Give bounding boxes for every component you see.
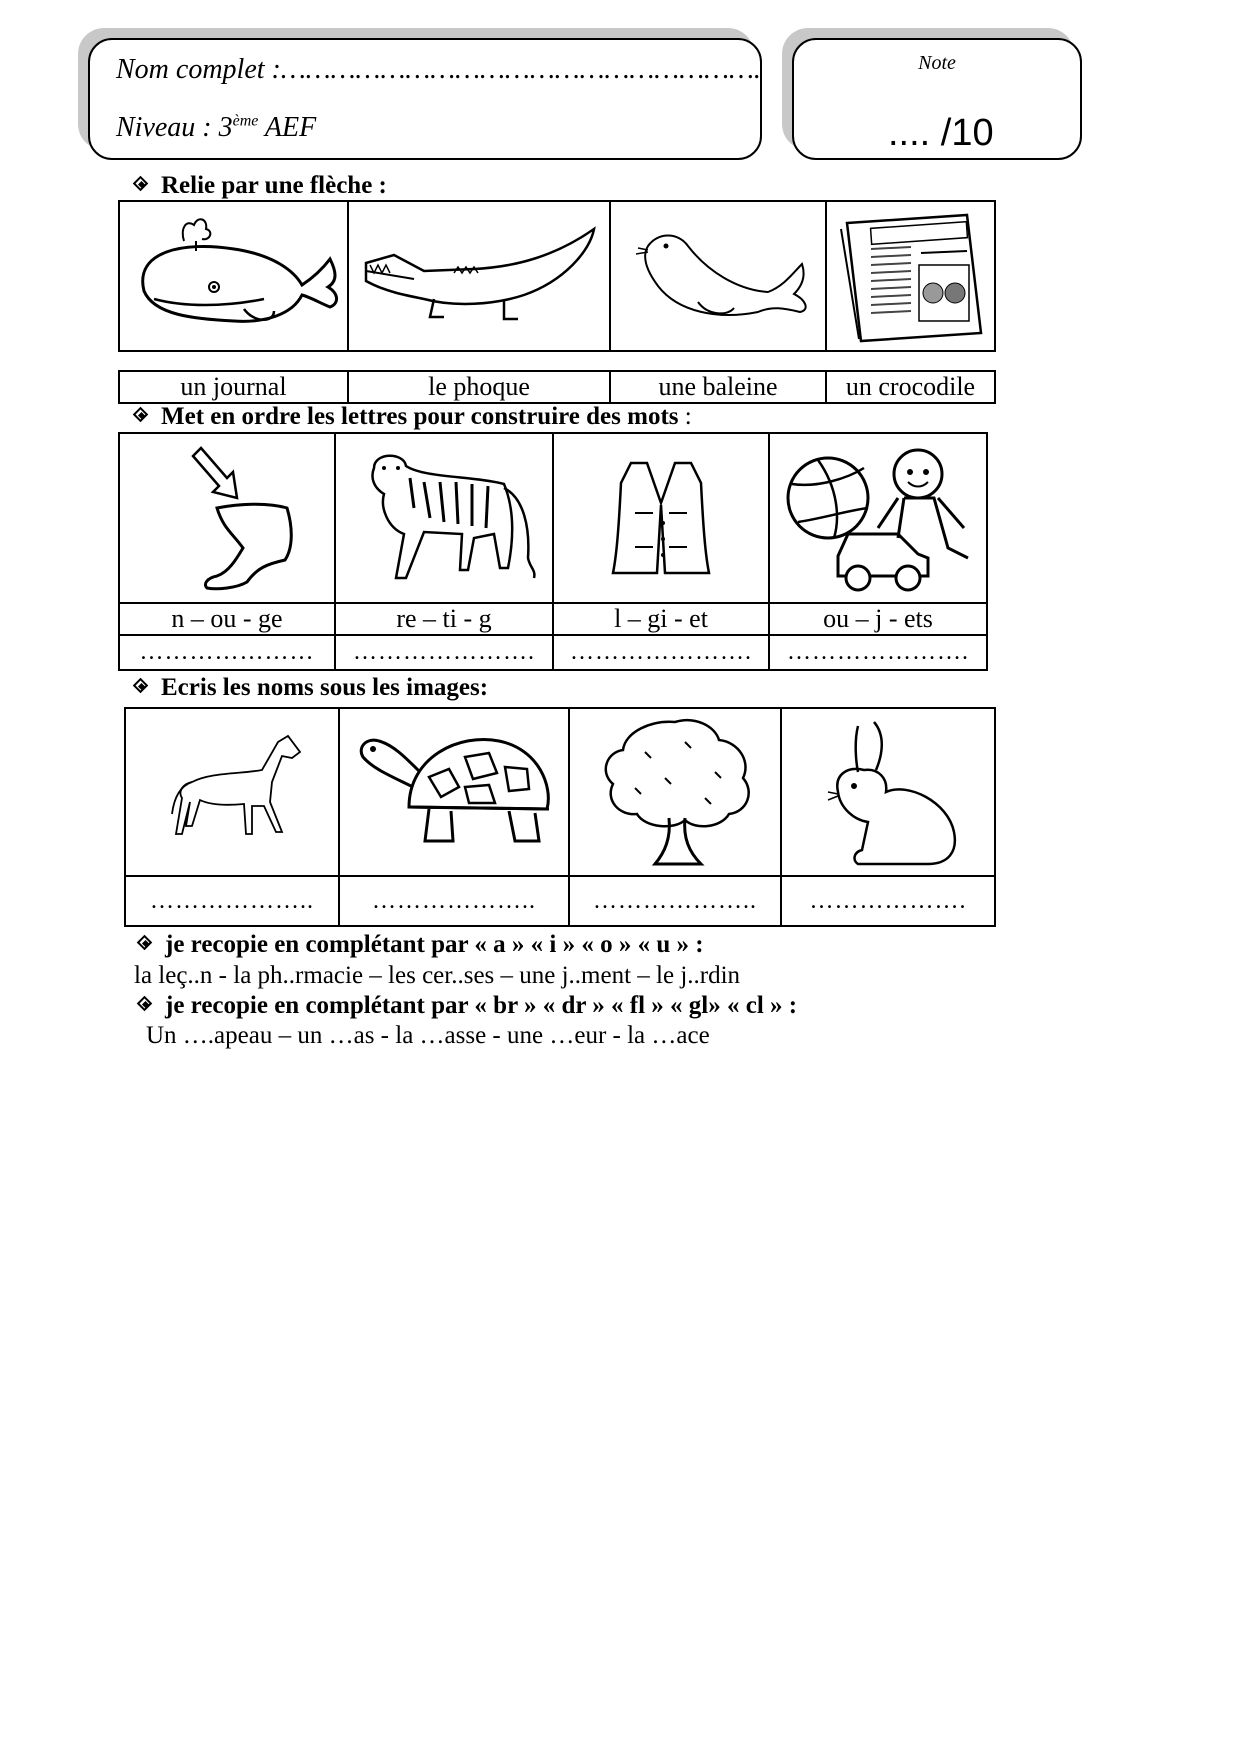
diamond-bullet-icon	[138, 997, 153, 1012]
diamond-bullet-icon	[134, 408, 149, 423]
answer-field[interactable]: ………………….	[553, 635, 769, 670]
exercise4-sentence: la leç..n - la ph..rmacie – les cer..ses – une j..ment – le j..rdin	[134, 962, 741, 989]
scrambled-word: n – ou - ge	[119, 603, 335, 635]
level-suffix: AEF	[258, 112, 317, 143]
answer-field[interactable]: ………………….	[335, 635, 553, 670]
vest-cell	[553, 433, 769, 603]
exercise4-title	[138, 931, 704, 959]
exercise3-title	[134, 674, 488, 702]
level-field	[116, 112, 316, 144]
rabbit-icon	[798, 712, 978, 872]
tree-icon	[585, 712, 765, 872]
exercise1-image-table	[118, 200, 996, 352]
note-box	[792, 38, 1082, 160]
exercise3-table	[124, 707, 996, 927]
toys-cell	[769, 433, 987, 603]
word-cell[interactable]: un crocodile	[826, 371, 995, 403]
word-cell[interactable]: une baleine	[610, 371, 826, 403]
level-sup: ème	[232, 112, 259, 130]
whale-icon	[124, 211, 344, 341]
exercise1-word-table	[118, 370, 996, 404]
answer-field[interactable]: ……………….	[781, 876, 995, 926]
tiger-cell	[335, 433, 553, 603]
answer-field[interactable]: ………………….	[769, 635, 987, 670]
horse-cell	[125, 708, 339, 876]
newspaper-cell	[826, 201, 995, 351]
word-cell[interactable]: un journal	[119, 371, 348, 403]
scrambled-word: ou – j - ets	[769, 603, 987, 635]
exercise2-title-suffix: :	[678, 403, 692, 430]
exercise2-title-text: Met en ordre les lettres pour construire des mots	[161, 403, 679, 430]
crocodile-icon	[354, 221, 604, 331]
exercise5-title	[138, 992, 797, 1020]
answer-field[interactable]: ………………..	[569, 876, 781, 926]
exercise1-title-text: Relie par une flèche :	[161, 172, 387, 199]
vest-icon	[591, 443, 731, 593]
answer-field[interactable]: ………………..	[339, 876, 569, 926]
exercise2-table	[118, 432, 988, 671]
seal-icon	[618, 216, 818, 336]
name-field[interactable]: Nom complet :………………………………………………….	[116, 54, 761, 85]
tiger-icon	[344, 438, 544, 598]
exercise3-title-text: Ecris les noms sous les images:	[161, 674, 489, 701]
note-label: Note	[918, 52, 956, 74]
level-label: Niveau : 3	[116, 112, 233, 143]
answer-field[interactable]: …………………	[119, 635, 335, 670]
leg-cell	[119, 433, 335, 603]
scrambled-word: l – gi - et	[553, 603, 769, 635]
diamond-bullet-icon	[138, 936, 153, 951]
leg-icon	[147, 438, 307, 598]
crocodile-cell	[348, 201, 610, 351]
exercise5-title-text: je recopie en complétant par « br » « dr » « fl » « gl» « cl » :	[165, 992, 798, 1019]
exercise2-title	[134, 403, 692, 431]
turtle-icon	[349, 717, 559, 867]
student-info-box	[88, 38, 762, 160]
newspaper-icon	[831, 209, 991, 344]
exercise1-title	[134, 172, 387, 200]
whale-cell	[119, 201, 348, 351]
turtle-cell	[339, 708, 569, 876]
exercise4-title-text: je recopie en complétant par « a » « i » « o » « u » :	[165, 931, 704, 958]
toys-icon	[778, 438, 978, 598]
diamond-bullet-icon	[134, 177, 149, 192]
score-field[interactable]: .... /10	[888, 112, 994, 154]
diamond-bullet-icon	[134, 679, 149, 694]
rabbit-cell	[781, 708, 995, 876]
exercise5-sentence: Un ….apeau – un …as - la …asse - une …eur - la …ace	[146, 1022, 710, 1049]
scrambled-word: re – ti - g	[335, 603, 553, 635]
tree-cell	[569, 708, 781, 876]
seal-cell	[610, 201, 826, 351]
answer-field[interactable]: ………………..	[125, 876, 339, 926]
horse-icon	[152, 722, 312, 862]
word-cell[interactable]: le phoque	[348, 371, 610, 403]
